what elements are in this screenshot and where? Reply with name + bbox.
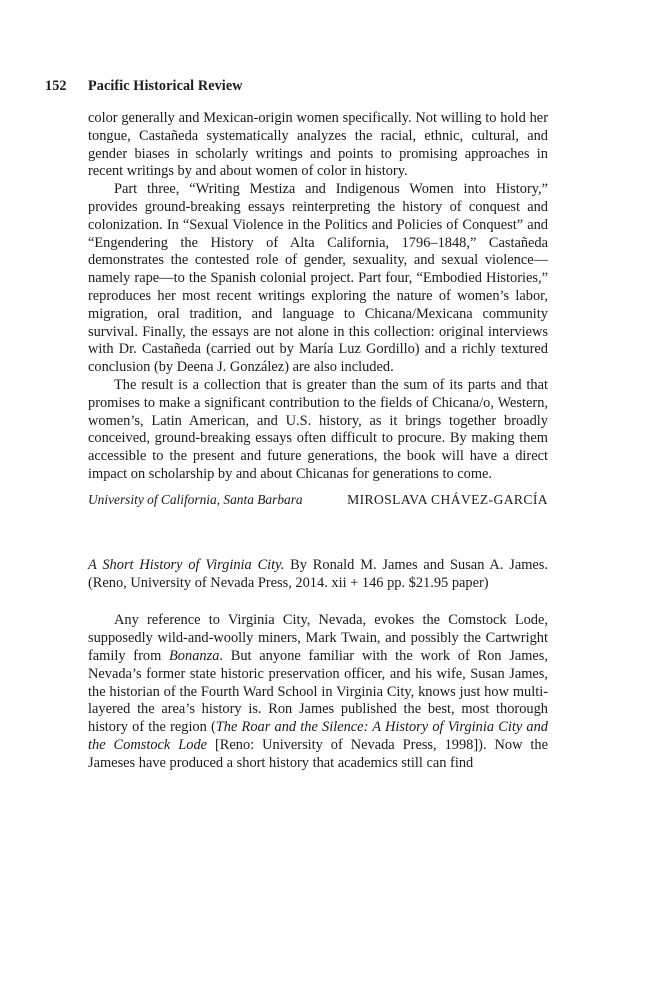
text-run: Part three, “Writing Mestiza and Indigenous Women into History,” provides ground-breaking essays reinterpreting the history of conquest and colonization. In “Sexual Violence in the Politics and Policies of Conquest” and “Engendering the History of Alta California, 1796–1848,” Castañeda demonstrates the contested role of gender, sexuality, and sexual violence—namely rape—to the Spanish colonial project. Part four, “Embodied Histories,” reproduces her most recent writings exploring the nature of women’s labor, migration, oral tradition, and language to Chicana/Mexicana community survival. Finally, the essays are not alone in this collection: original interviews with Dr. Castañeda (carried out by María Luz Gordillo) and a richly textured conclusion (by Deena J. González) are also included. [88,181,548,376]
italic-text-run: The Roar and the Silence: A History of Virginia City and the Comstock Lode [88,719,548,753]
italic-text-run: Bonanza [169,647,220,664]
reviewer-byline [88,492,548,508]
paragraph-castaneda-part-three [88,181,548,377]
review-heading-virginia-city [88,557,548,593]
page-number: 152 [45,78,67,94]
text-run: color generally and Mexican-origin women specifically. Not willing to hold her tongue, Castañeda systematically analyzes the racial, ethnic, cultural, and gender biases in scholarly writings and points to promising approaches in recent writings by and about women of color in history. [88,110,548,180]
paragraph-castaneda-conclusion [88,377,548,484]
paragraph-castaneda-continuation [88,110,548,181]
reviewer-affiliation: University of California, Santa Barbara [88,491,303,507]
text-run: By Ronald M. James and Susan A. James. (Reno, University of Nevada Press, 2014. xii + 146 pp. $21.95 paper) [88,556,548,591]
text-run: The result is a collection that is greater than the sum of its parts and that promises to make a significant contribution to the fields of Chicana/o, Western, women’s, Latin American, and U.S. history, as it brings together broadly conceived, ground-breaking essays often difficult to procure. By making them accessible to the present and future generations, the book will have a direct impact on scholarship by and about Chicanas for generations to come. [88,376,548,482]
text-run: [Reno: University of Nevada Press, 1998]). Now the Jameses have produced a short history that academics still can find [88,736,549,771]
text-run: . But anyone familiar with the work of Ron James, Nevada’s former state historic preservation officer, and his wife, Susan James, the historian of the Fourth Ward School in Virginia City, knows just how multi-layered the area’s history is. Ron James published the best, most thorough history of the region ( [88,647,548,736]
page-body [88,110,548,773]
italic-text-run: A Short History of Virginia City. [88,556,285,573]
text-run: Any reference to Virginia City, Nevada, evokes the Comstock Lode, supposedly wild-and-woolly miners, Mark Twain, and possibly the Cartwright family from [88,612,548,664]
paragraph-virginia-city-opening [88,612,548,772]
reviewer-name: MIROSLAVA CHÁVEZ-GARCÍA [347,491,548,507]
journal-title: Pacific Historical Review [88,78,243,94]
running-head [45,78,548,95]
